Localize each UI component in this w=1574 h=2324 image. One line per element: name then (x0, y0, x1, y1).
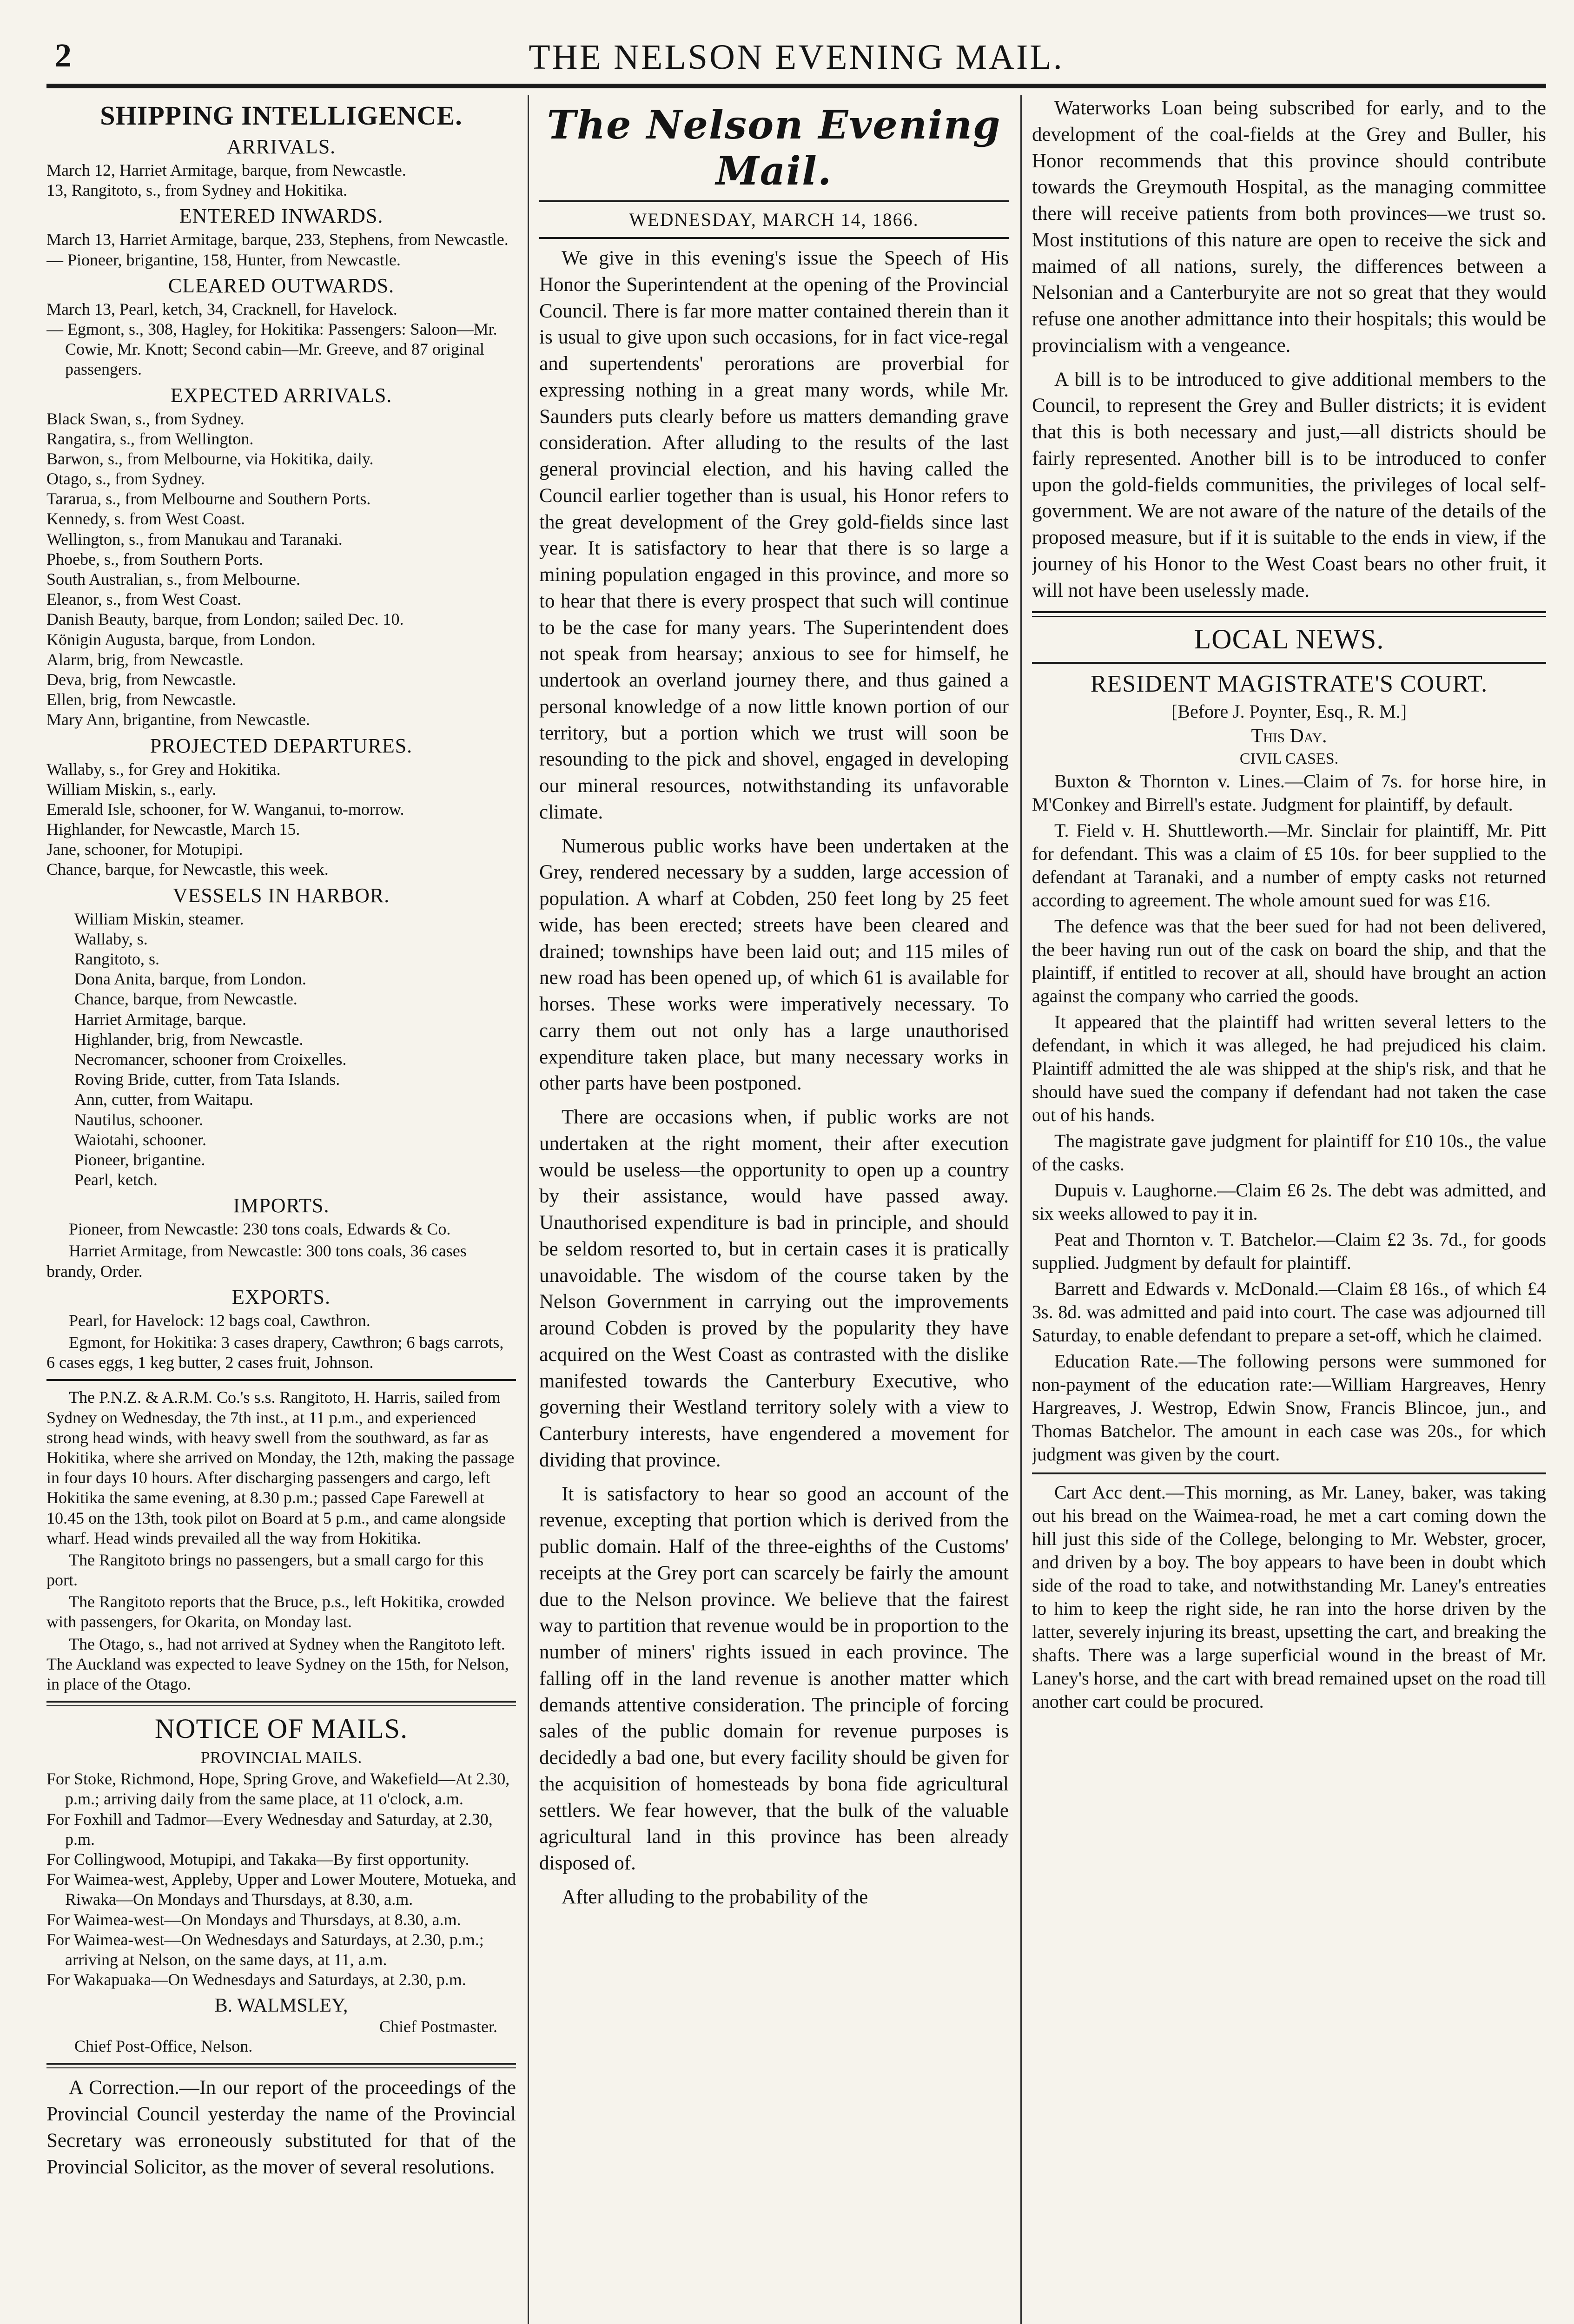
paragraph: The P.N.Z. & A.R.M. Co.'s s.s. Rangitoto, H. Harris, sailed from Sydney on Wednesday, the 7th inst., at 11 p.m., and experienced strong head winds, with heavy swell from the southward, as far as Hokitika, where she arrived on Monday, the 12th, making the passage in four days 10 hours. After discharging passengers and cargo, left Hokitika the same evening, at 8.30 p.m.; passed Cape Farewell at 10.45 on the 13th, took pilot on Board at 5 p.m., and came alongside wharf. Head winds prevailed all the way from Hokitika. (46, 1388, 515, 1547)
list-item: March 13, Harriet Armitage, barque, 233, Stephens, from Newcastle. (46, 230, 509, 249)
list-item: Königin Augusta, barque, from London. (46, 630, 316, 649)
paragraph: Harriet Armitage, from Newcastle: 300 tons coals, 36 cases brandy, Order. (46, 1241, 467, 1281)
list-item: William Miskin, steamer. (74, 909, 244, 928)
expected-heading: EXPECTED ARRIVALS. (170, 383, 392, 407)
list-item: Barwon, s., from Melbourne, via Hokitika, daily. (46, 449, 374, 468)
list-item: Kennedy, s. from West Coast. (46, 509, 245, 528)
civil-cases-heading: CIVIL CASES. (1239, 750, 1339, 768)
post-office: Chief Post-Office, Nelson. (74, 2037, 253, 2056)
list-item: Chance, barque, for Newcastle, this week. (46, 860, 329, 879)
list-item: — Egmont, s., 308, Hagley, for Hokitika: Passengers: Saloon—Mr. Cowie, Mr. Knott; Second cabin—Mr. Greeve, and 87 original passengers. (46, 319, 497, 379)
court-cases (1032, 770, 1546, 1466)
column-shipping (46, 95, 516, 2324)
exports-heading: EXPORTS. (232, 1285, 331, 1308)
list-item: Wallaby, s. (74, 929, 148, 948)
list-item: Otago, s., from Sydney. (46, 469, 205, 489)
paragraph: T. Field v. H. Shuttleworth.—Mr. Sinclair for plaintiff, Mr. Pitt for defendant. This was a claim of £5 10s. for beer supplied to the defendant at Taranaki, and a number of empty casks not returned according to agreement. The whole amount sued for was £16. (1032, 820, 1546, 911)
shipping-news (46, 1387, 516, 1694)
correction-notice: A Correction.—In our report of the proceedings of the Provincial Council yesterday the name of the Provincial Secretary was erroneously substituted for that of the Provincial Solicitor, as the mover of several resolutions. (46, 2077, 516, 2178)
list-item: Dona Anita, barque, from London. (74, 970, 306, 989)
paragraph: Barrett and Edwards v. McDonald.—Claim £8 16s., of which £4 3s. 8d. was admitted and paid into court. The case was adjourned till Saturday, to enable defendant to prepare a set-off, which he claimed. (1032, 1278, 1546, 1346)
list-item: Pioneer, brigantine. (74, 1150, 205, 1169)
newspaper-masthead: THE NELSON EVENING MAIL. (529, 38, 1064, 77)
column-editorial (539, 95, 1009, 2324)
section-divider (1032, 1472, 1546, 1474)
list-item: William Miskin, s., early. (46, 779, 217, 799)
editorial-continued (1032, 95, 1546, 604)
list-item: Nautilus, schooner. (74, 1110, 203, 1129)
paragraph: Pearl, for Havelock: 12 bags coal, Cawthron. (69, 1311, 370, 1330)
mails-signer: B. WALMSLEY, (214, 1995, 348, 2017)
list-item: Eleanor, s., from West Coast. (46, 590, 241, 609)
departures-list (46, 759, 516, 880)
expected-list (46, 409, 516, 730)
section-divider (46, 2063, 516, 2068)
list-item: Ellen, brig, from Newcastle. (46, 690, 236, 709)
list-item: Highlander, brig, from Newcastle. (74, 1030, 304, 1049)
list-item: For Collingwood, Motupipi, and Takaka—By first opportunity. (46, 1849, 470, 1868)
harbor-heading: VESSELS IN HARBOR. (172, 884, 390, 907)
list-item: Roving Bride, cutter, from Tata Islands. (74, 1070, 340, 1089)
list-item: Rangitoto, s. (74, 950, 160, 968)
list-item: Alarm, brig, from Newcastle. (46, 650, 244, 669)
section-divider (539, 200, 1009, 202)
paragraph: Buxton & Thornton v. Lines.—Claim of 7s. for horse hire, in M'Conkey and Birrell's estate. Judgment for plaintiff, by default. (1032, 771, 1546, 815)
editorial-body (539, 245, 1009, 1911)
editorial-masthead: The Nelson Evening Mail. (547, 102, 1001, 194)
mails-list (46, 1769, 516, 1990)
list-item: Ann, cutter, from Waitapu. (74, 1090, 253, 1109)
paragraph: Numerous public works have been undertaken at the Grey, rendered necessary by a sudden, large accession of population. A wharf at Cobden, 250 feet long by 25 feet wide, has been erected; streets have been cleared and drained; townships have been laid out; and 115 miles of new road has been opened up, of which 61 is available for horses. These works were imperatively necessary. To carry them out not only has a large unauthorised expenditure taken place, but many necessary works in other parts have been postponed. (539, 835, 1009, 1095)
list-item: Danish Beauty, barque, from London; sailed Dec. 10. (46, 610, 404, 629)
list-item: Black Swan, s., from Sydney. (46, 409, 245, 428)
court-day: This Day. (1251, 726, 1327, 747)
paragraph: Pioneer, from Newcastle: 230 tons coals, Edwards & Co. (69, 1220, 451, 1239)
header-rule (46, 84, 1546, 88)
list-item: For Waimea-west—On Mondays and Thursdays, at 8.30, a.m. (46, 1910, 461, 1929)
paragraph: The Rangitoto brings no passengers, but a small cargo for this port. (46, 1550, 484, 1590)
cart-accident: Cart Acc dent.—This morning, as Mr. Laney, baker, was taking out his bread on the Waimea-road, he met a cart coming down the hill just this side of the College, belonging to Mr. Webster, grocer, and driven by a boy. The boy appears to have been in doubt which side of the road to take, and notwithstanding Mr. Laney's entreaties to him to keep the right side, he ran into the horse driven by the latter, severely injuring its breast, upsetting the cart, and breaking the shafts. There was a large superficial wound in the breast of Mr. Laney's horse, and the cart with bread remained upset on the road till another cart could be procured. (1032, 1482, 1546, 1712)
list-item: Harriet Armitage, barque. (74, 1010, 246, 1029)
list-item: Mary Ann, brigantine, from Newcastle. (46, 710, 310, 729)
list-item: For Waimea-west—On Wednesdays and Saturdays, at 2.30, p.m.; arriving at Nelson, on the same days, at 11, a.m. (46, 1930, 484, 1969)
departures-heading: PROJECTED DEPARTURES. (150, 734, 413, 757)
paragraph: Education Rate.—The following persons were summoned for non-payment of the education rate:—William Hargreaves, Henry Hargreaves, J. Westrop, Edwin Snow, Francis Blincoe, jun., and Thomas Batchelor. The amount in each case was 20s., for which judgment was given by the court. (1032, 1351, 1546, 1465)
paragraph: The Otago, s., had not arrived at Sydney when the Rangitoto left. The Auckland was expected to leave Sydney on the 15th, for Nelson, in place of the Otago. (46, 1634, 509, 1693)
list-item: March 13, Pearl, ketch, 34, Cracknell, for Havelock. (46, 299, 397, 318)
list-item: — Pioneer, brigantine, 158, Hunter, from Newcastle. (46, 250, 401, 269)
list-item: For Stoke, Richmond, Hope, Spring Grove, and Wakefield—At 2.30, p.m.; arriving daily from the same place, at 11 o'clock, a.m. (46, 1769, 510, 1809)
harbor-list (46, 909, 516, 1190)
cleared-list (46, 299, 516, 380)
list-item: Waiotahi, schooner. (74, 1130, 207, 1149)
provincial-mails-heading: PROVINCIAL MAILS. (200, 1748, 362, 1767)
mails-title: NOTICE OF MAILS. (154, 1713, 408, 1744)
section-divider (1032, 662, 1546, 664)
list-item: For Foxhill and Tadmor—Every Wednesday and Saturday, at 2.30, p.m. (46, 1809, 493, 1849)
paragraph: There are occasions when, if public works are not undertaken at the right moment, their after execution would be useless—the opportunity to open up a country by their assistance, would have passed away. Unauthorised expenditure is bad in principle, and should be seldom resorted to, but in certain cases it is pratically unavoidable. The wisdom of the course taken by the Nelson Government in carrying out the improvements around Cobden is proved by the popularity they have acquired on the West Coast as contrasted with the dislike manifested towards the Canterbury Executive, who governing their Westland territory solely with a view to Canterbury interests, have engendered a movement for dividing that province. (539, 1106, 1009, 1471)
section-divider (539, 237, 1009, 239)
list-item: South Australian, s., from Melbourne. (46, 570, 300, 588)
list-item: Wellington, s., from Manukau and Taranaki. (46, 529, 343, 548)
section-divider (46, 1701, 516, 1706)
list-item: Necromancer, schooner from Croixelles. (74, 1050, 347, 1069)
editorial-date: WEDNESDAY, MARCH 14, 1866. (629, 209, 919, 230)
page-header (46, 28, 1546, 88)
list-item: Rangatira, s., from Wellington. (46, 429, 254, 448)
paragraph: Egmont, for Hokitika: 3 cases drapery, Cawthron; 6 bags carrots, 6 cases eggs, 1 keg butter, 2 cases fruit, Johnson. (46, 1333, 504, 1372)
list-item: Tararua, s., from Melbourne and Southern Ports. (46, 489, 371, 508)
paragraph: The defence was that the beer sued for had not been delivered, the beer having run out of the cask on board the ship, and that the plaintiff, if entitled to recover at all, should have brought an action against the company who carried the goods. (1032, 916, 1546, 1007)
mails-signer-title: Chief Postmaster. (379, 2017, 497, 2036)
list-item: March 12, Harriet Armitage, barque, from Newcastle. (46, 161, 406, 179)
column-rule-1 (528, 95, 529, 2324)
list-item: 13, Rangitoto, s., from Sydney and Hokitika. (46, 181, 347, 200)
list-item: Jane, schooner, for Motupipi. (46, 840, 243, 859)
paragraph: Waterworks Loan being subscribed for early, and to the development of the coal-fields at the Grey and Buller, his Honor recommends that this province should contribute towards the Greymouth Hospital, as the managing committee there will receive patients from both provinces—we trust so. Most institutions of this nature are open to receive the sick and maimed of all nations, surely, the differences between a Nelsonian and a Canterburyite are not so great that they would refuse one another admittance into their hospitals; this would be provincialism with a vengeance. (1032, 97, 1546, 357)
list-item: Highlander, for Newcastle, March 15. (46, 820, 300, 839)
paragraph: After alluding to the probability of the (562, 1886, 868, 1908)
paragraph: The Rangitoto reports that the Bruce, p.s., left Hokitika, crowded with passengers, for Okarita, on Monday last. (46, 1592, 505, 1631)
cleared-heading: CLEARED OUTWARDS. (168, 274, 395, 297)
section-divider (1032, 611, 1546, 617)
column-local (1032, 95, 1546, 2324)
entered-heading: ENTERED INWARDS. (179, 205, 384, 228)
section-divider (46, 1379, 516, 1381)
paragraph: Dupuis v. Laughorne.—Claim £6 2s. The debt was admitted, and six weeks allowed to pay it in. (1032, 1180, 1546, 1224)
column-rule-2 (1020, 95, 1022, 2324)
shipping-title: SHIPPING INTELLIGENCE. (100, 100, 463, 131)
arrivals-list (46, 160, 516, 200)
exports-list (46, 1311, 516, 1373)
list-item: Deva, brig, from Newcastle. (46, 670, 236, 689)
paragraph: A bill is to be introduced to give additional members to the Council, to represent the Grey and Buller districts; it is evident that this is both necessary and just,—all districts should be fairly represented. Another bill is to be introduced to confer upon the gold-fields communities, the privileges of local self-government. We are not aware of the nature of the details of the proposed measure, but if it is suitable to the ends in view, if the journey of his Honor to the West Coast bears no other fruit, it will not have been uselessly made. (1032, 368, 1546, 601)
court-heading: RESIDENT MAGISTRATE'S COURT. (1090, 671, 1488, 698)
list-item: Chance, barque, from Newcastle. (74, 990, 298, 1009)
list-item: Emerald Isle, schooner, for W. Wanganui, to-morrow. (46, 799, 404, 819)
paragraph: It appeared that the plaintiff had written several letters to the defendant, in which it was alleged, he had prejudiced his claim. Plaintiff admitted the ale was shipped at the ship's risk, and that he should have sued the company if defendant had not taken the case out of his hands. (1032, 1011, 1546, 1126)
paragraph: It is satisfactory to hear so good an account of the revenue, excepting that portion which is derived from the public domain. Half of the three-eighths of the Customs' receipts at the Grey port can scarcely be fairly the amount due to the Nelson province. We believe that the fairest way to partition that revenue would be in proportion to the number of miners' rights issued in each province. The falling off in the land revenue is another matter which demands attentive consideration. The principle of forcing sales of the public domain for revenue purposes is decidedly a bad one, but every facility should be given for the acquisition of homesteads by bona fide agricultural settlers. We fear however, that the bulk of the valuable agricultural land in this province has been already disposed of. (539, 1483, 1009, 1874)
paragraph: Peat and Thornton v. T. Batchelor.—Claim £2 3s. 7d., for goods supplied. Judgment by default for plaintiff. (1032, 1229, 1546, 1274)
entered-list (46, 230, 516, 270)
list-item: Pearl, ketch. (74, 1170, 158, 1189)
imports-heading: IMPORTS. (233, 1194, 330, 1217)
list-item: For Waimea-west, Appleby, Upper and Lower Moutere, Motueka, and Riwaka—On Mondays and Thursdays, at 8.30, a.m. (46, 1870, 516, 1909)
list-item: Phoebe, s., from Southern Ports. (46, 549, 263, 568)
local-news-title: LOCAL NEWS. (1194, 624, 1384, 655)
paragraph: We give in this evening's issue the Speech of His Honor the Superintendent at the opening of the Provincial Council. There is far more matter contained therein than it is usual to give upon such occasions, for in fact vice-regal and supertendents' perorations are proverbial for expressing nothing in a great many words, while Mr. Saunders puts clearly before us matters demanding grave consideration. After alluding to the results of the last general provincial election, and his having called the Council earlier together than is usual, his Honor refers to the great development of the Grey gold-fields since last year. It is satisfactory to hear that there is so large a mining population engaged in this province, and more so to hear that there is every prospect that such will continue to be the case for many years. The Superintendent does not speak from hearsay; anxious to see for himself, he undertook an overland journey there, and thus gained a personal knowledge of a now little known portion of our territory, but a portion which we trust will soon be resounding to the pick and shovel, engaged in developing our mineral resources, notwithstanding its unfavorable climate. (539, 247, 1009, 823)
arrivals-heading: ARRIVALS. (226, 135, 336, 158)
imports-list (46, 1219, 516, 1281)
paragraph: The magistrate gave judgment for plaintiff for £10 10s., the value of the casks. (1032, 1130, 1546, 1175)
list-item: For Wakapuaka—On Wednesdays and Saturdays, at 2.30, p.m. (46, 1970, 466, 1989)
court-before: [Before J. Poynter, Esq., R. M.] (1171, 701, 1407, 722)
list-item: Wallaby, s., for Grey and Hokitika. (46, 759, 281, 779)
page-number: 2 (55, 37, 72, 74)
